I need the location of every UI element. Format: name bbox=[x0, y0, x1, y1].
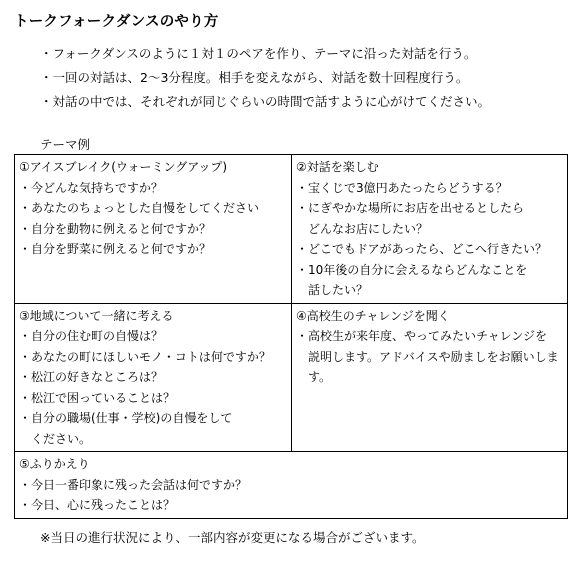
table-row bbox=[15, 303, 568, 452]
list-item: ・自分の職場(仕事・学校)の自慢をして bbox=[19, 411, 233, 425]
list-item-continuation: ください。 bbox=[31, 431, 92, 446]
table-row bbox=[15, 155, 568, 304]
list-item-continuation: 説明します。アドバイスや励ましをお願いしま bbox=[308, 349, 559, 364]
list-item: ・今日一番印象に残った会話は何ですか？ bbox=[19, 477, 248, 492]
section-highschool-challenge bbox=[292, 303, 568, 452]
theme-heading: テーマ例 bbox=[40, 137, 91, 152]
intro-bullet: ・対話の中では、それぞれが同じぐらいの時間で話すように心がけてください。 bbox=[40, 94, 491, 109]
intro-bullet: ・フォークダンスのように１対１のペアを作り、テーマに沿った対話を行う。 bbox=[40, 46, 477, 61]
list-item: ・松江の好きなところは？ bbox=[19, 370, 164, 384]
list-item-continuation: す。 bbox=[308, 370, 332, 384]
section-title: ②対話を楽しむ bbox=[296, 160, 379, 174]
list-item: ・高校生が来年度、やってみたいチャレンジを bbox=[296, 329, 548, 343]
intro-bullet: ・一回の対話は、2～3分程度。相手を変えながら、対話を数十回程度行う。 bbox=[40, 70, 469, 85]
list-item: ・10年後の自分に会えるならどんなことを bbox=[296, 262, 528, 277]
section-title: ③地域について一緒に考える bbox=[19, 308, 174, 323]
list-item: ・今どんな気持ちですか？ bbox=[19, 180, 163, 195]
footnote: ※当日の進行状況により、一部内容が変更になる場合がございます。 bbox=[40, 530, 425, 545]
list-item: ・あなたの町にほしいモノ・コトは何ですか？ bbox=[19, 349, 271, 364]
section-reflection bbox=[15, 452, 568, 519]
theme-table bbox=[14, 154, 568, 519]
section-icebreak bbox=[15, 155, 292, 304]
list-item: ・宝くじで3億円あたったらどうする？ bbox=[296, 180, 508, 195]
section-title: ⑤ふりかえり bbox=[19, 457, 90, 471]
list-item: ・今日、心に残ったことは？ bbox=[19, 498, 176, 512]
section-title: ①アイスブレイク(ウォーミングアップ) bbox=[19, 160, 228, 174]
section-title: ④高校生のチャレンジを聞く bbox=[296, 308, 450, 323]
page-title: トークフォークダンスのやり方 bbox=[14, 14, 219, 30]
list-item-continuation: 話したい？ bbox=[308, 283, 369, 297]
list-item: ・松江で困っていることは？ bbox=[19, 390, 176, 405]
list-item: ・自分の住む町の自慢は？ bbox=[19, 329, 164, 343]
list-item-continuation: どんなお店にしたい？ bbox=[308, 221, 429, 236]
list-item: ・どこでもドアがあったら、どこへ行きたい？ bbox=[296, 242, 548, 256]
intro-bullet-list bbox=[40, 44, 490, 116]
table-row bbox=[15, 452, 568, 519]
section-enjoy-dialogue bbox=[292, 155, 568, 304]
list-item: ・にぎやかな場所にお店を出せるとしたら bbox=[296, 201, 525, 215]
list-item: ・あなたのちょっとした自慢をしてください bbox=[19, 201, 260, 215]
list-item: ・自分を野菜に例えると何ですか？ bbox=[19, 242, 212, 256]
list-item: ・自分を動物に例えると何ですか？ bbox=[19, 221, 212, 236]
section-community bbox=[15, 303, 292, 452]
